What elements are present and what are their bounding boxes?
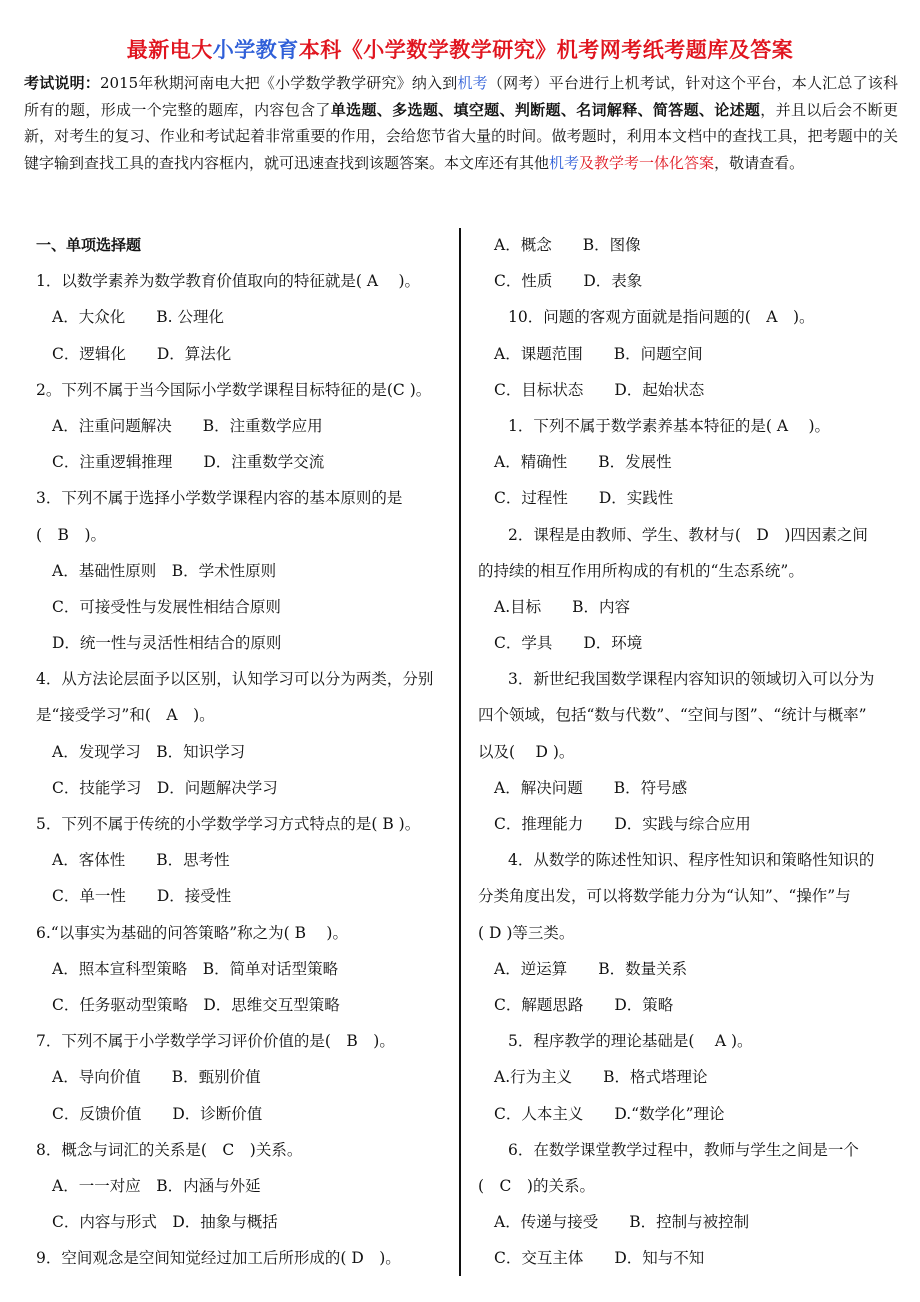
- option-line: A．一一对应 B．内涵与外延: [52, 1176, 261, 1195]
- intro-text-2: （网考）平台进行上机考试，针对这个平台，本人汇总了该科所有的题，形成一个完整的题库，内容包含了: [24, 74, 898, 119]
- option-line: C．内容与形式 D．抽象与概括: [52, 1213, 278, 1232]
- option-line: A．解决问题 B．符号感: [494, 778, 688, 797]
- question-line: 6．在数学课堂教学过程中，教师与学生之间是一个: [508, 1140, 859, 1159]
- option-line: C．学具 D．环境: [494, 634, 643, 653]
- question-line: 2．课程是由教师、学生、教材与( D )四因素之间: [508, 525, 868, 544]
- intro-label: 考试说明：: [24, 74, 100, 92]
- question-line: 5．下列不属于传统的小学数学学习方式特点的是( B )。: [36, 815, 421, 833]
- option-line: A.行为主义 B．格式塔理论: [494, 1068, 708, 1087]
- option-line: A．课题范围 B．问题空间: [494, 344, 703, 363]
- question-line: 是“接受学习”和( A )。: [36, 706, 215, 725]
- intro-question-types: 单选题、多选题、填空题、判断题、名词解释、简答题、论述题: [330, 100, 761, 119]
- option-line: A．逆运算 B．数量关系: [494, 959, 688, 978]
- option-line: A．精确性 B．发展性: [494, 453, 672, 472]
- option-line: A．概念 B．图像: [494, 236, 641, 254]
- intro-text-3: ，并且以后会不断更新，对考生的复习、作业和考试起着非常重要的作用，会给您节省大量的时间。做考题时，利用本文档中的查找工具，把考题中的关键字输到查找工具的查找内容框内，就可迅速查找到该题答案。本文库还有其他: [24, 100, 898, 172]
- option-line: C．交互主体 D．知与不知: [494, 1249, 705, 1268]
- question-line: 3．新世纪我国数学课程内容知识的领域切入可以分为: [508, 670, 875, 689]
- question-line: 10．问题的客观方面就是指问题的( A )。: [508, 308, 815, 327]
- question-line: 8．概念与词汇的关系是( C )关系。: [36, 1140, 303, 1159]
- question-line: 2。下列不属于当今国际小学数学课程目标特征的是(C )。: [36, 380, 432, 399]
- question-line: 4．从方法论层面予以区别，认知学习可以分为两类，分别: [36, 670, 434, 689]
- option-line: C．任务驱动型策略 D．思维交互型策略: [52, 995, 340, 1014]
- question-line: 4．从数学的陈述性知识、程序性知识和策略性知识的: [508, 851, 875, 870]
- option-line: C．推理能力 D．实践与综合应用: [494, 815, 751, 833]
- option-line: A．导向价值 B．甄别价值: [52, 1068, 261, 1087]
- option-line: A.目标 B．内容: [494, 597, 631, 616]
- right-column: [478, 227, 892, 1276]
- document-title: [0, 34, 920, 64]
- intro-text-5: ，敬请查看。: [714, 153, 805, 172]
- question-line: 6.“以事实为基础的问答策略”称之为( B )。: [36, 923, 348, 942]
- option-line: D．统一性与灵活性相结合的原则: [52, 634, 282, 653]
- section-heading: 一、单项选择题: [36, 236, 142, 254]
- question-line: ( B )。: [36, 525, 106, 544]
- question-line: 1．下列不属于数学素养基本特征的是( A )。: [508, 416, 831, 435]
- option-line: A．发现学习 B．知识学习: [52, 742, 246, 761]
- intro-text-1: 2015年秋期河南电大把《小学数学教学研究》纳入到: [99, 74, 458, 92]
- option-line: C．性质 D．表象: [494, 272, 643, 291]
- question-line: 3．下列不属于选择小学数学课程内容的基本原则的是: [36, 489, 403, 508]
- question-line: ( C )的关系。: [478, 1176, 595, 1195]
- question-line: 的持续的相互作用所构成的有机的“生态系统”。: [478, 561, 804, 580]
- question-line: 7．下列不属于小学数学学习评价价值的是( B )。: [36, 1032, 395, 1051]
- option-line: A．客体性 B．思考性: [52, 851, 230, 870]
- option-line: A．照本宣科型策略 B．简单对话型策略: [52, 959, 339, 978]
- option-line: C．反馈价值 D．诊断价值: [52, 1104, 263, 1123]
- title-part3: 本科《小学数学教学研究》机考网考纸考题库及答案: [298, 38, 794, 62]
- question-line: 以及( D )。: [478, 742, 575, 761]
- question-line: ( D )等三类。: [478, 923, 575, 942]
- title-part1: 最新电大: [126, 38, 213, 62]
- question-line: 5．程序教学的理论基础是( A )。: [508, 1032, 753, 1051]
- title-part2: 小学教育: [212, 38, 299, 62]
- option-line: C．可接受性与发展性相结合原则: [52, 597, 281, 616]
- option-line: C．注重逻辑推理 D．注重数学交流: [52, 453, 325, 472]
- intro-link-integrated-answers[interactable]: 教学考一体化答案: [594, 153, 715, 172]
- option-line: A．传递与接受 B．控制与被控制: [494, 1213, 750, 1232]
- intro-link-jikao-2[interactable]: 机考: [549, 153, 580, 172]
- intro-text-and: 及: [579, 153, 595, 172]
- option-line: C．人本主义 D.“数学化”理论: [494, 1104, 725, 1123]
- option-line: C．单一性 D．接受性: [52, 887, 232, 906]
- option-line: C．解题思路 D．策略: [494, 995, 674, 1014]
- option-line: C．目标状态 D．起始状态: [494, 380, 705, 399]
- option-line: A．注重问题解决 B．注重数学应用: [52, 416, 323, 435]
- option-line: C．技能学习 D．问题解决学习: [52, 778, 278, 797]
- left-column: [36, 227, 446, 1276]
- question-line: 1．以数学素养为数学教育价值取向的特征就是( A )。: [36, 272, 421, 291]
- question-line: 分类角度出发，可以将数学能力分为“认知”、“操作”与: [478, 887, 851, 906]
- option-line: C．过程性 D．实践性: [494, 489, 674, 508]
- column-divider: [459, 228, 461, 1276]
- option-line: A．大众化 B. 公理化: [52, 308, 224, 327]
- option-line: A．基础性原则 B．学术性原则: [52, 561, 277, 580]
- exam-description: [24, 70, 898, 176]
- intro-link-jikao[interactable]: 机考: [457, 74, 488, 92]
- question-line: 四个领域，包括“数与代数”、“空间与图”、“统计与概率”: [478, 706, 867, 725]
- question-line: 9．空间观念是空间知觉经过加工后所形成的( D )。: [36, 1249, 401, 1268]
- option-line: C．逻辑化 D．算法化: [52, 344, 232, 363]
